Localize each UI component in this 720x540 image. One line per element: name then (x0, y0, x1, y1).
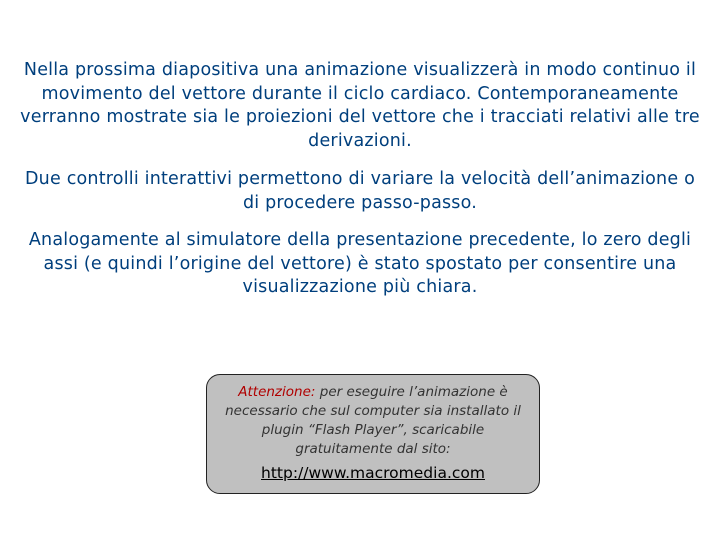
flash-warning-box (206, 374, 540, 494)
controls-paragraph: Due controlli interattivi permettono di variare la velocità dell’animazione o di procedere passo-passo. (25, 169, 695, 213)
warning-message: per eseguire l’animazione è necessario che sul computer sia installato il plugin “Flash Player”, scaricabile gratuitamente dal sito: (225, 384, 521, 457)
macromedia-link[interactable]: http://www.macromedia.com (261, 464, 485, 482)
intro-paragraph: Nella prossima diapositiva una animazione visualizzerà in modo continuo il movimento del vettore durante il ciclo cardiaco. Contemporaneamente verranno mostrate sia le proiezioni del vettore che i tracciati relativi alle tre derivazioni. (20, 60, 700, 151)
warning-label: Attenzione: (238, 384, 316, 400)
warning-text (215, 383, 531, 459)
axes-paragraph: Analogamente al simulatore della presentazione precedente, lo zero degli assi (e quindi l’origine del vettore) è stato spostato per consentire una visualizzazione più chiara. (28, 230, 692, 297)
